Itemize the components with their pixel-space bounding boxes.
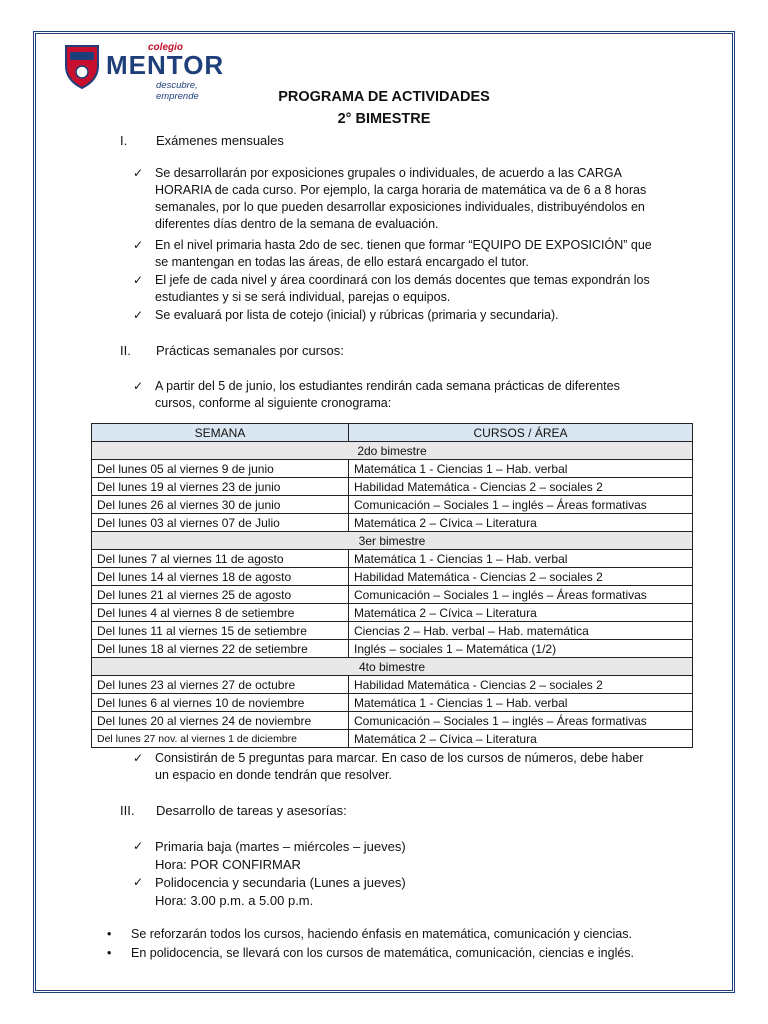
checklist-text: En el nivel primaria hasta 2do de sec. tienen que formar “EQUIPO DE EXPOSICIÓN” que se mantengan en todas las áreas, de ello estará encargado el tutor. <box>155 238 652 269</box>
checklist-text: A partir del 5 de junio, los estudiantes rendirán cada semana prácticas de diferentes cursos, conforme al siguiente cronograma: <box>155 379 620 410</box>
table-header-row <box>92 424 693 442</box>
week-cell: Del lunes 20 al viernes 24 de noviembre <box>92 712 349 730</box>
checkmark-icon: ✓ <box>133 875 144 889</box>
table-row <box>92 514 693 532</box>
checklist-text: Consistirán de 5 preguntas para marcar. En caso de los cursos de números, debe haber un espacio en donde tendrán que resolver. <box>155 751 644 782</box>
table-row <box>92 730 693 748</box>
group-row <box>92 442 693 460</box>
week-cell: Del lunes 14 al viernes 18 de agosto <box>92 568 349 586</box>
group-label: 2do bimestre <box>92 442 693 460</box>
section-number: II. <box>120 343 131 358</box>
courses-cell: Comunicación – Sociales 1 – inglés – Áreas formativas <box>349 712 693 730</box>
checklist-subtext: Hora: 3.00 p.m. a 5.00 p.m. <box>155 893 314 908</box>
courses-cell: Matemática 2 – Cívica – Literatura <box>349 514 693 532</box>
week-cell: Del lunes 18 al viernes 22 de setiembre <box>92 640 349 658</box>
page-subtitle: 2° BIMESTRE <box>337 111 431 127</box>
table-row <box>92 694 693 712</box>
courses-cell: Matemática 1 - Ciencias 1 – Hab. verbal <box>349 694 693 712</box>
table-row <box>92 640 693 658</box>
checklist-subtext: Hora: POR CONFIRMAR <box>155 857 301 872</box>
courses-cell: Habilidad Matemática - Ciencias 2 – sociales 2 <box>349 568 693 586</box>
table-row <box>92 676 693 694</box>
checkmark-icon: ✓ <box>133 308 144 322</box>
section-number: I. <box>120 133 128 148</box>
column-header-courses: CURSOS / ÁREA <box>349 424 693 442</box>
bullet-text: Se reforzarán todos los cursos, haciendo énfasis en matemática, comunicación y ciencias. <box>131 927 632 941</box>
table-row <box>92 568 693 586</box>
logo-school: colegio <box>148 42 184 53</box>
bullet-icon: • <box>107 946 112 960</box>
group-row <box>92 532 693 550</box>
column-header-week: SEMANA <box>92 424 349 442</box>
table-row <box>92 604 693 622</box>
section-label: Prácticas semanales por cursos: <box>156 343 344 358</box>
week-cell: Del lunes 26 al viernes 30 de junio <box>92 496 349 514</box>
checklist-text: Primaria baja (martes – miércoles – jueves) <box>155 839 406 854</box>
checkmark-icon: ✓ <box>133 751 144 765</box>
checkmark-icon: ✓ <box>133 238 144 252</box>
checklist-text: Se desarrollarán por exposiciones grupales o individuales, de acuerdo a las CARGA HORARIA de cada curso. Por ejemplo, la carga horaria de matemática va de 6 a 8 horas semanales, por lo que pueden desarrollar exposiciones individuales, distribuyéndolos en diferentes días dentro de la semana de evaluación. <box>155 166 647 231</box>
group-label: 4to bimestre <box>92 658 693 676</box>
courses-cell: Inglés – sociales 1 – Matemática (1/2) <box>349 640 693 658</box>
table-row <box>92 496 693 514</box>
week-cell: Del lunes 21 al viernes 25 de agosto <box>92 586 349 604</box>
week-cell: Del lunes 4 al viernes 8 de setiembre <box>92 604 349 622</box>
section-label: Exámenes mensuales <box>156 133 284 148</box>
week-cell: Del lunes 27 nov. al viernes 1 de diciembre <box>92 730 349 748</box>
checkmark-icon: ✓ <box>133 839 144 853</box>
bullet-text: En polidocencia, se llevará con los cursos de matemática, comunicación, ciencias e inglés. <box>131 946 635 960</box>
checkmark-icon: ✓ <box>133 379 144 393</box>
page-title: PROGRAMA DE ACTIVIDADES <box>278 89 490 105</box>
week-cell: Del lunes 23 al viernes 27 de octubre <box>92 676 349 694</box>
week-cell: Del lunes 05 al viernes 9 de junio <box>92 460 349 478</box>
section-number: III. <box>120 803 135 818</box>
section-label: Desarrollo de tareas y asesorías: <box>156 803 347 818</box>
courses-cell: Ciencias 2 – Hab. verbal – Hab. matemática <box>349 622 693 640</box>
checkmark-icon: ✓ <box>133 273 144 287</box>
bullet-icon: • <box>107 927 112 941</box>
courses-cell: Matemática 2 – Cívica – Literatura <box>349 730 693 748</box>
table-row <box>92 586 693 604</box>
logo-name: MENTOR <box>106 50 225 80</box>
courses-cell: Matemática 1 - Ciencias 1 – Hab. verbal <box>349 460 693 478</box>
courses-cell: Habilidad Matemática - Ciencias 2 – sociales 2 <box>349 676 693 694</box>
checkmark-icon: ✓ <box>133 166 144 180</box>
table-row <box>92 550 693 568</box>
table-row <box>92 478 693 496</box>
courses-cell: Comunicación – Sociales 1 – inglés – Áreas formativas <box>349 586 693 604</box>
week-cell: Del lunes 11 al viernes 15 de setiembre <box>92 622 349 640</box>
week-cell: Del lunes 7 al viernes 11 de agosto <box>92 550 349 568</box>
table-row <box>92 622 693 640</box>
courses-cell: Matemática 1 - Ciencias 1 – Hab. verbal <box>349 550 693 568</box>
week-cell: Del lunes 19 al viernes 23 de junio <box>92 478 349 496</box>
week-cell: Del lunes 6 al viernes 10 de noviembre <box>92 694 349 712</box>
logo-tagline: descubre, emprende <box>156 80 199 102</box>
checklist-text: Se evaluará por lista de cotejo (inicial) y rúbricas (primaria y secundaria). <box>155 308 559 322</box>
group-label: 3er bimestre <box>92 532 693 550</box>
week-cell: Del lunes 03 al viernes 07 de Julio <box>92 514 349 532</box>
checklist-text: El jefe de cada nivel y área coordinará con los demás docentes que temas expondrán los estudiantes y si se será individual, parejas o equipos. <box>155 273 650 304</box>
courses-cell: Matemática 2 – Cívica – Literatura <box>349 604 693 622</box>
table-row <box>92 460 693 478</box>
schedule-table <box>91 423 693 748</box>
courses-cell: Comunicación – Sociales 1 – inglés – Áreas formativas <box>349 496 693 514</box>
checklist-text: Polidocencia y secundaria (Lunes a jueves) <box>155 875 406 890</box>
table-row <box>92 712 693 730</box>
school-logo <box>60 40 240 102</box>
group-row <box>92 658 693 676</box>
courses-cell: Habilidad Matemática - Ciencias 2 – sociales 2 <box>349 478 693 496</box>
